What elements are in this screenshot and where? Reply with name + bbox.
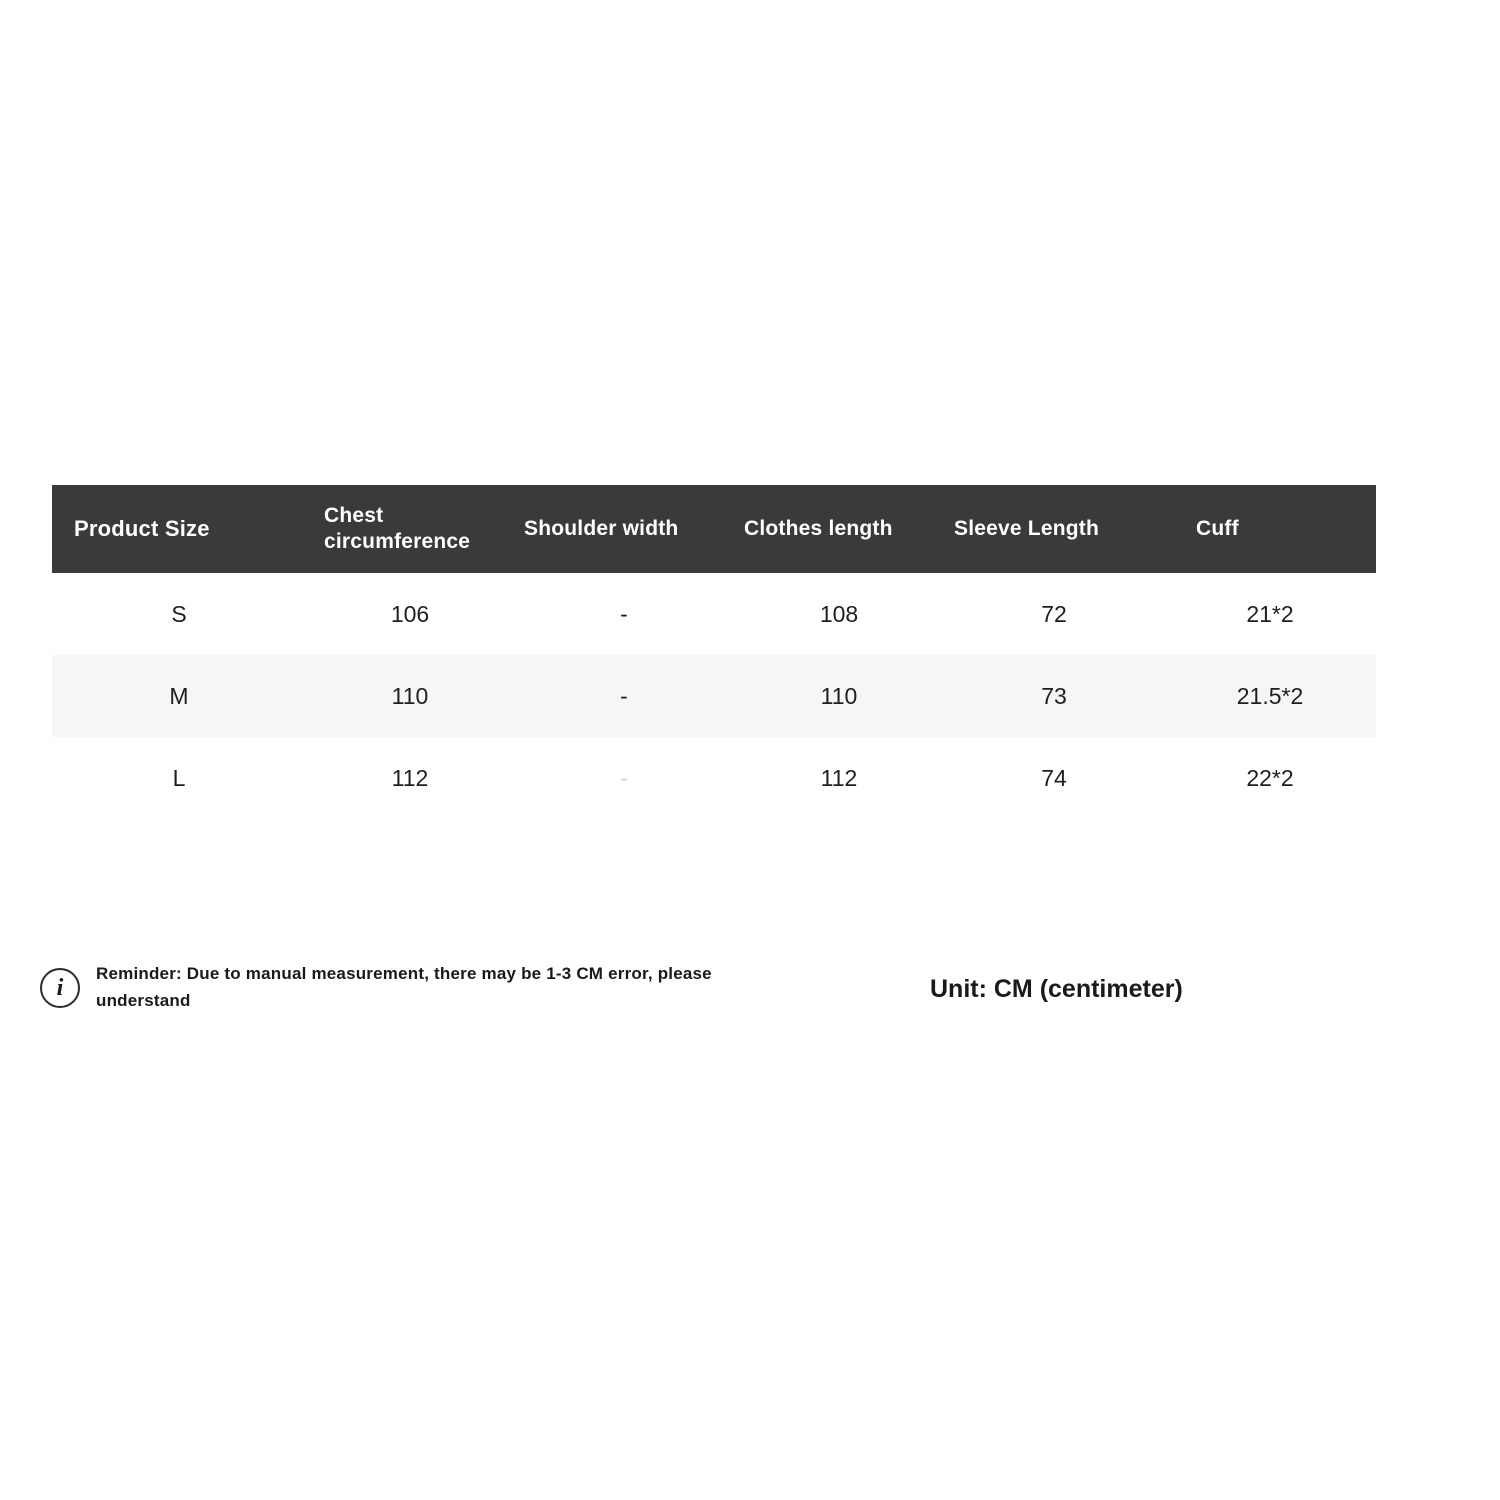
reminder-text: Reminder: Due to manual measurement, there may be 1-3 CM error, please understand — [96, 964, 712, 1011]
cell-chest: 110 — [306, 655, 514, 737]
cell-chest: 112 — [306, 737, 514, 819]
cell-clothes-length: 112 — [734, 737, 944, 819]
unit-label: Unit: CM (centimeter) — [930, 975, 1183, 1003]
size-chart-table — [52, 485, 1376, 819]
column-header-sleeve-length: Sleeve Length — [944, 485, 1164, 573]
cell-clothes-length: 110 — [734, 655, 944, 737]
measurement-note — [40, 960, 840, 1014]
cell-cuff: 21.5*2 — [1164, 655, 1376, 737]
cell-cuff: 22*2 — [1164, 737, 1376, 819]
table-row — [52, 655, 1376, 737]
info-icon — [40, 968, 80, 1008]
cell-sleeve-length: 72 — [944, 573, 1164, 655]
cell-shoulder: - — [514, 655, 734, 737]
table-header — [52, 485, 1376, 573]
table-row — [52, 573, 1376, 655]
cell-clothes-length: 108 — [734, 573, 944, 655]
column-header-shoulder-width: Shoulder width — [514, 485, 734, 573]
cell-cuff: 21*2 — [1164, 573, 1376, 655]
table-header-row — [52, 485, 1376, 573]
table-row — [52, 737, 1376, 819]
column-header-cuff: Cuff — [1164, 485, 1376, 573]
cell-chest: 106 — [306, 573, 514, 655]
cell-size: L — [52, 737, 306, 819]
cell-size: S — [52, 573, 306, 655]
table-body — [52, 573, 1376, 819]
column-header-clothes-length: Clothes length — [734, 485, 944, 573]
column-header-chest-circumference: Chest circumference — [306, 485, 514, 573]
cell-shoulder: - — [514, 573, 734, 655]
cell-sleeve-length: 73 — [944, 655, 1164, 737]
column-header-product-size: Product Size — [52, 485, 306, 573]
cell-sleeve-length: 74 — [944, 737, 1164, 819]
cell-shoulder: - — [514, 737, 734, 819]
info-icon-glyph: i — [56, 975, 64, 1001]
cell-size: M — [52, 655, 306, 737]
